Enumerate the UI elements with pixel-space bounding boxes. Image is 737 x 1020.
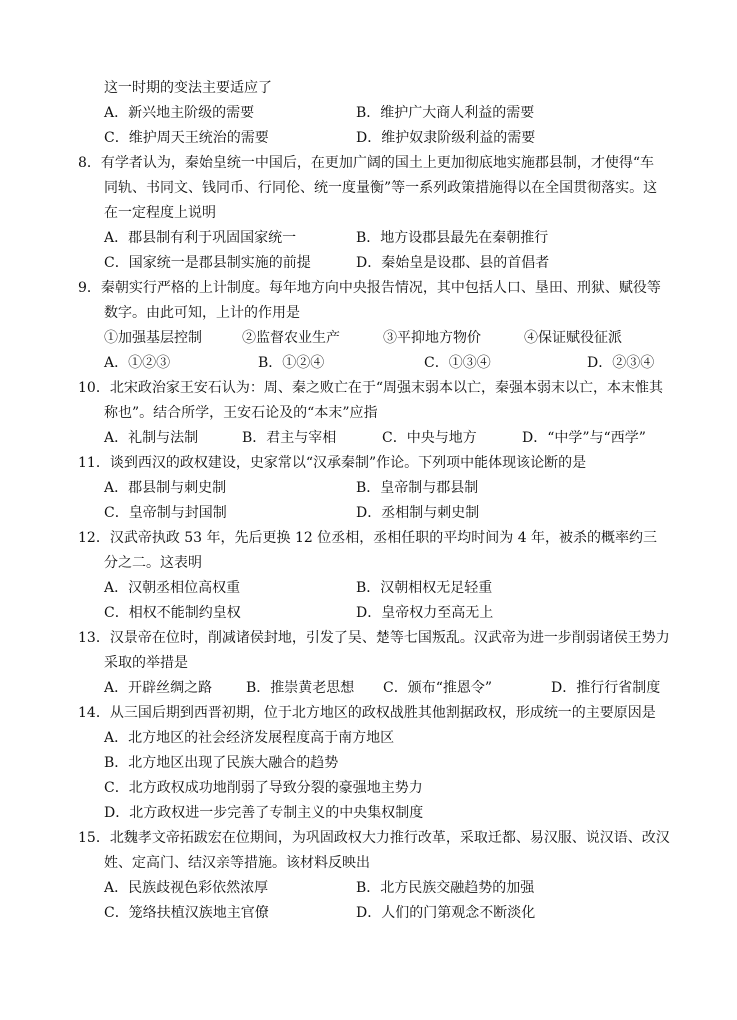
q13-stem-line1: 13．汉景帝在位时，削减诸侯封地，引发了吴、楚等七国叛乱。汉武帝为进一步削弱诸侯王势力 (78, 630, 670, 646)
q10-option-a: A．礼制与法制 (104, 430, 199, 446)
q11-stem-line1: 11．谈到西汉的政权建设，史家常以“汉承秦制”作论。下列项中能体现该论断的是 (78, 455, 587, 471)
q13-option-c: C．颁布“推恩令” (383, 680, 493, 696)
q7-option-c: C．维护周天王统治的需要 (104, 130, 269, 146)
q14-option-b: B．北方地区出现了民族大融合的趋势 (104, 755, 339, 771)
q12-options-row1 (0, 576, 737, 601)
q10-stem-line1: 10．北宋政治家王安石认为：周、秦之败亡在于“周强末弱本以亡，秦强本弱末以亡，本末惟其 (78, 380, 663, 396)
q14-option-c: C．北方政权成功地削弱了导致分裂的豪强地主势力 (104, 780, 423, 796)
q15-option-a: A．民族歧视色彩依然浓厚 (104, 880, 269, 896)
q7-option-b: B．维护广大商人利益的需要 (356, 105, 535, 121)
q9-option-d: D．②③④ (587, 355, 655, 371)
q13-stem-line2: 采取的举措是 (104, 655, 188, 671)
q10-stem-line2: 称也”。结合所学，王安石论及的“本末”应指 (104, 405, 378, 421)
q12-option-c: C．相权不能制约皇权 (104, 605, 241, 621)
q13-option-a: A．开辟丝绸之路 (104, 680, 213, 696)
q15-option-c: C．笼络扶植汉族地主官僚 (104, 905, 269, 921)
q8-options-row1 (0, 226, 737, 251)
q9-item-2: ②监督农业生产 (242, 330, 340, 346)
q12-options-row2 (0, 601, 737, 626)
q7-stem: 这一时期的变法主要适应了 (104, 80, 272, 96)
q9-option-b: B．①②④ (258, 355, 325, 371)
q8-option-c: C．国家统一是郡县制实施的前提 (104, 255, 311, 271)
q9-option-a: A．①②③ (104, 355, 171, 371)
q8-stem-line3: 在一定程度上说明 (104, 205, 216, 221)
q12-option-b: B．汉朝相权无足轻重 (356, 580, 493, 596)
q9-stem-line2: 数字。由此可知，上计的作用是 (104, 305, 300, 321)
q8-stem-line2: 同轨、书同文、钱同币、行同伦、统一度量衡”等一系列政策措施得以在全国贯彻落实。这 (104, 180, 658, 196)
q11-option-c: C．皇帝制与封国制 (104, 505, 227, 521)
q13-options-row (0, 676, 737, 701)
q10-option-b: B．君主与宰相 (242, 430, 337, 446)
q15-option-b: B．北方民族交融趋势的加强 (356, 880, 535, 896)
q10-options-row (0, 426, 737, 451)
q15-stem-line2: 姓、定高门、结汉亲等措施。该材料反映出 (104, 855, 370, 871)
q9-options-row (0, 351, 737, 376)
q14-option-d: D．北方政权进一步完善了专制主义的中央集权制度 (104, 805, 424, 821)
q7-options-row2 (0, 126, 737, 151)
q8-options-row2 (0, 251, 737, 276)
q15-options-row2 (0, 901, 737, 926)
q8-option-d: D．秦始皇是设郡、县的首倡者 (356, 255, 550, 271)
q14-stem-line1: 14．从三国后期到西晋初期，位于北方地区的政权战胜其他割据政权，形成统一的主要原因是 (78, 705, 656, 721)
q7-options-row1 (0, 101, 737, 126)
q12-stem-line2: 分之二。这表明 (104, 555, 202, 571)
q11-option-a: A．郡县制与刺史制 (104, 480, 227, 496)
q11-options-row1 (0, 476, 737, 501)
q12-stem-line1: 12．汉武帝执政 53 年，先后更换 12 位丞相，丞相任职的平均时间为 4 年，被杀的概率约三 (78, 530, 658, 546)
q15-stem-line1: 15．北魏孝文帝拓跋宏在位期间，为巩固政权大力推行改革，采取迁都、易汉服、说汉语、改汉 (78, 830, 670, 846)
q10-option-d: D．“中学”与“西学” (522, 430, 646, 446)
q7-option-a: A．新兴地主阶级的需要 (104, 105, 255, 121)
q12-option-d: D．皇帝权力至高无上 (356, 605, 494, 621)
q9-item-4: ④保证赋役征派 (524, 330, 622, 346)
q9-items-row (0, 326, 737, 351)
q9-stem-line1: 9．秦朝实行严格的上计制度。每年地方向中央报告情况，其中包括人口、垦田、刑狱、赋役等 (78, 280, 661, 296)
exam-page (0, 76, 737, 926)
q8-stem-line1: 8．有学者认为，秦始皇统一中国后，在更加广阔的国土上更加彻底地实施郡县制，才使得“车 (78, 155, 655, 171)
q7-option-d: D．维护奴隶阶级利益的需要 (356, 130, 536, 146)
q11-option-b: B．皇帝制与郡县制 (356, 480, 479, 496)
q15-option-d: D．人们的门第观念不断淡化 (356, 905, 536, 921)
q9-option-c: C．①③④ (424, 355, 491, 371)
q11-options-row2 (0, 501, 737, 526)
q10-option-c: C．中央与地方 (382, 430, 477, 446)
q9-item-3: ③平抑地方物价 (383, 330, 481, 346)
q14-option-a: A．北方地区的社会经济发展程度高于南方地区 (104, 730, 395, 746)
q9-item-1: ①加强基层控制 (104, 330, 202, 346)
q8-option-b: B．地方设郡县最先在秦朝推行 (356, 230, 549, 246)
q11-option-d: D．丞相制与刺史制 (356, 505, 480, 521)
q13-option-b: B．推崇黄老思想 (246, 680, 355, 696)
q12-option-a: A．汉朝丞相位高权重 (104, 580, 241, 596)
q15-options-row1 (0, 876, 737, 901)
q13-option-d: D．推行行省制度 (551, 680, 661, 696)
q8-option-a: A．郡县制有利于巩固国家统一 (104, 230, 297, 246)
